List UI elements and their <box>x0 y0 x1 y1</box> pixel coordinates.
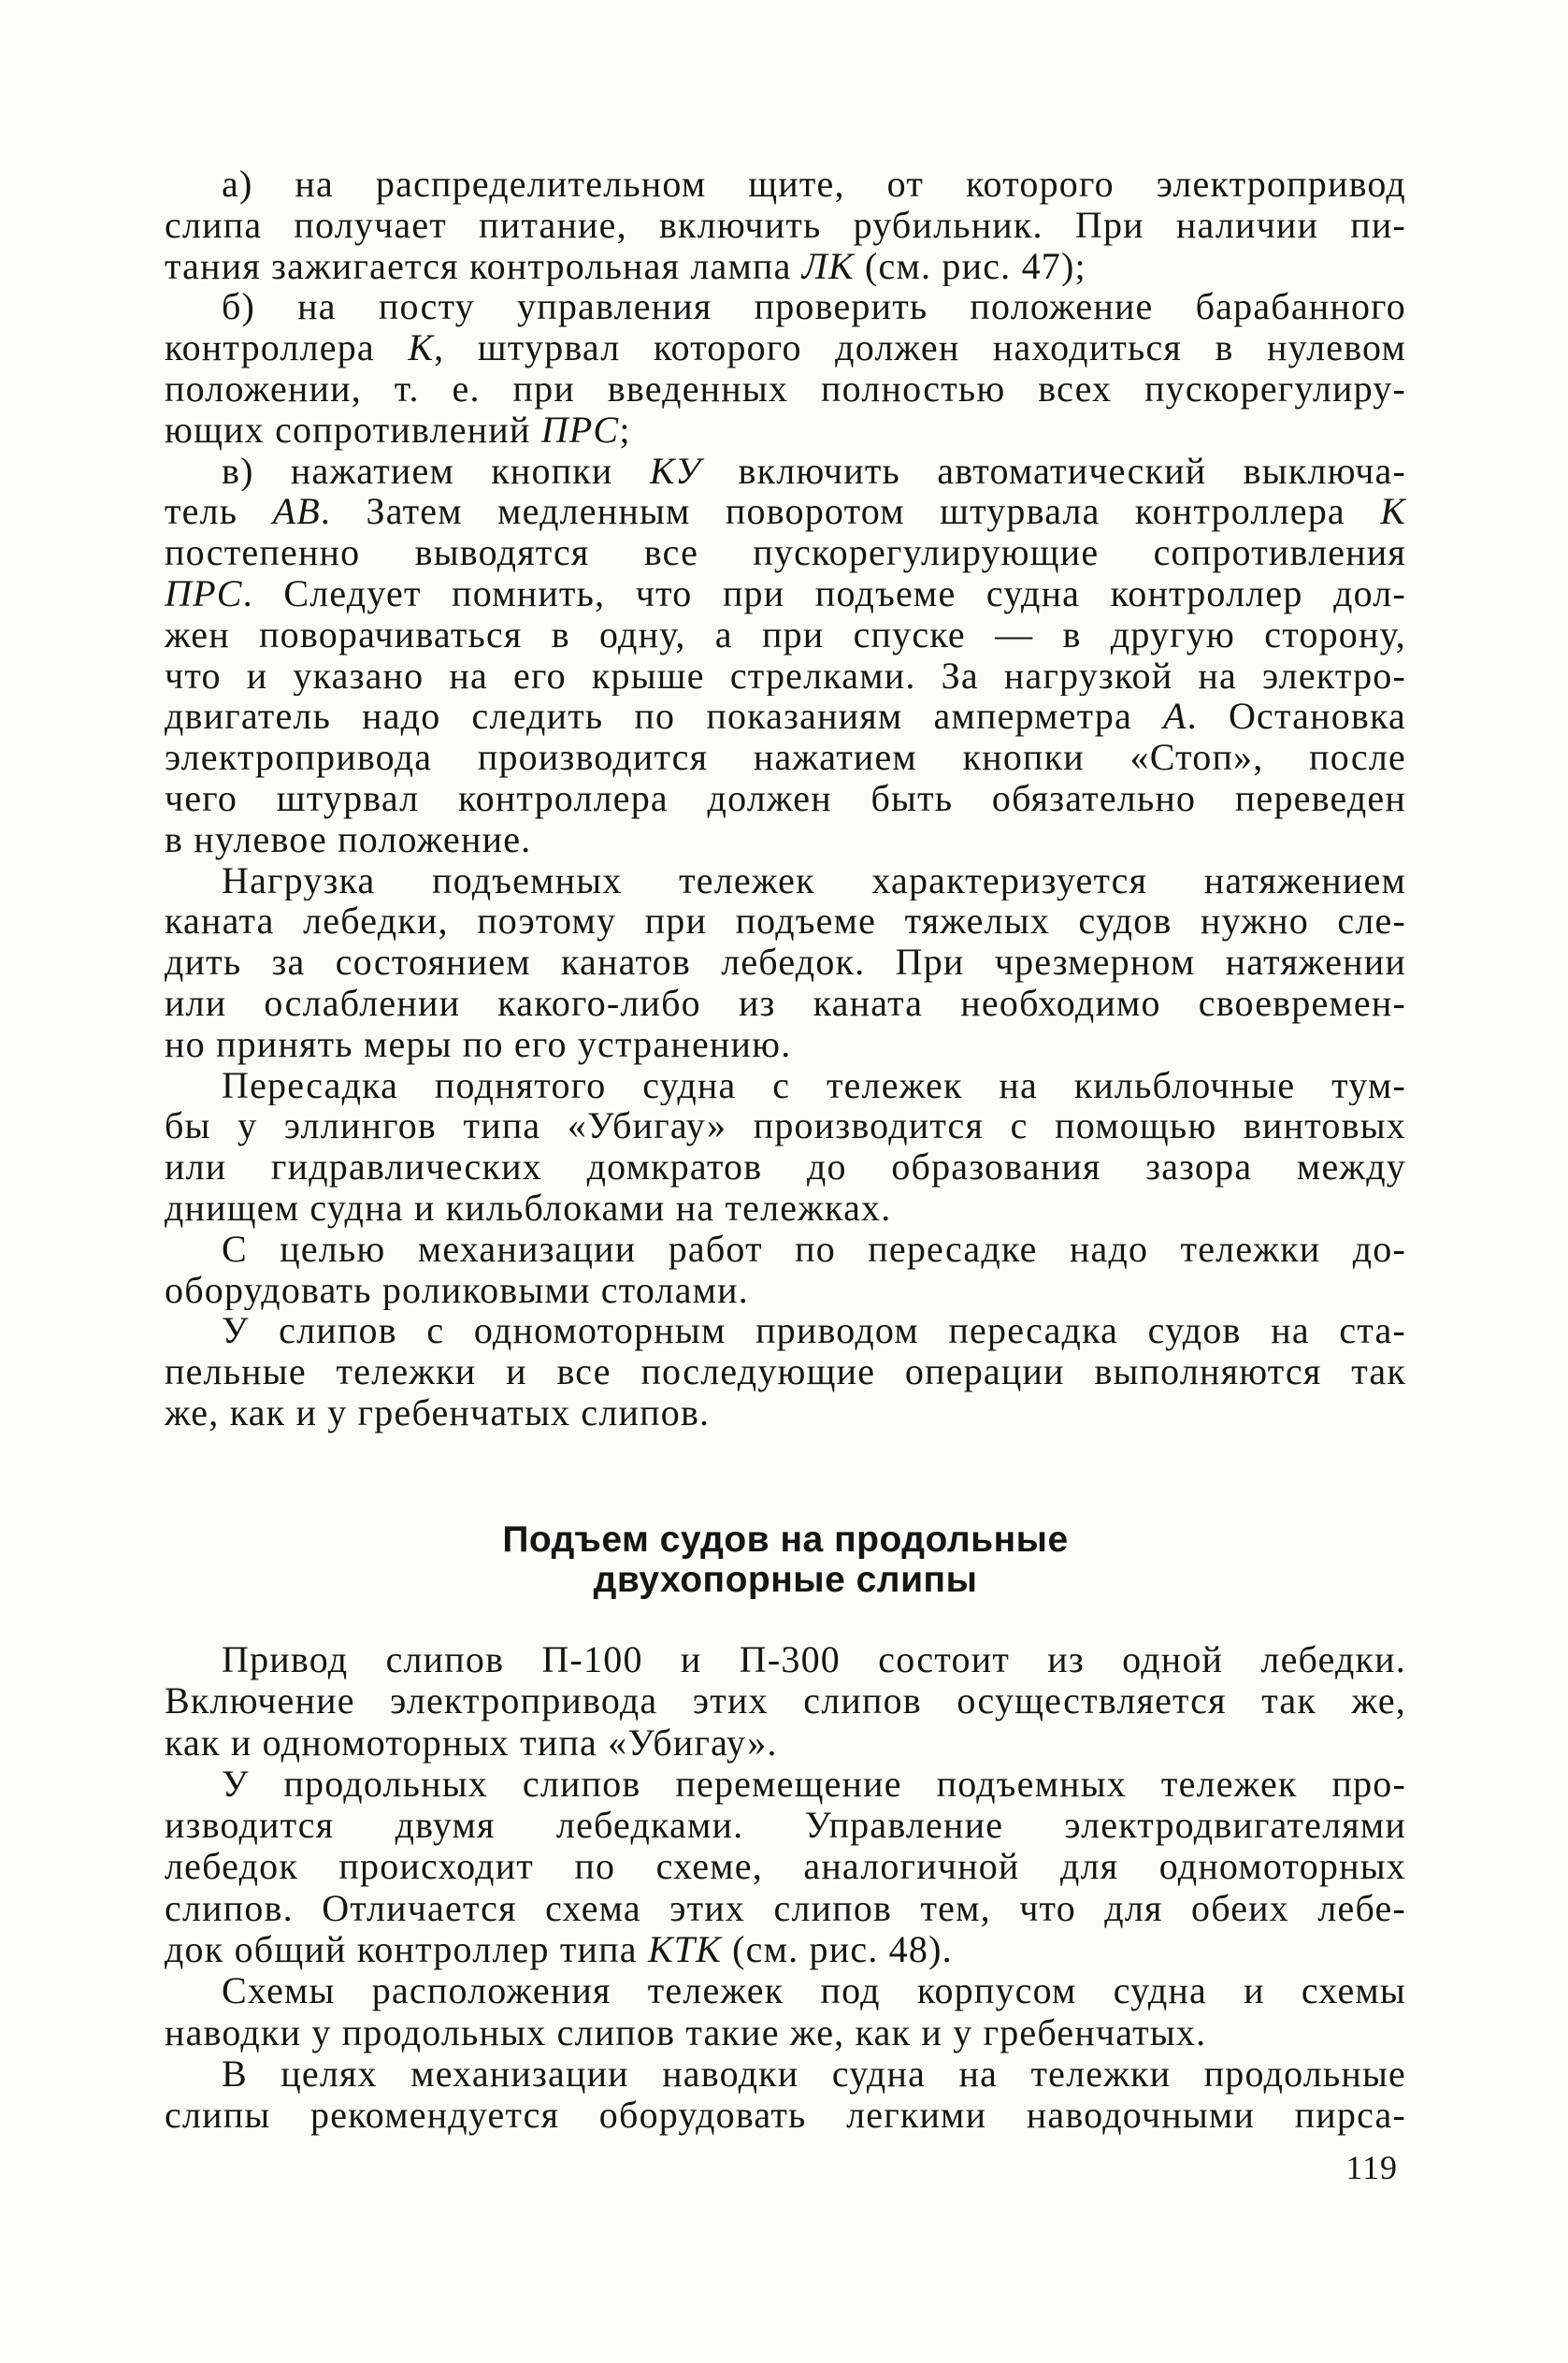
paragraph <box>165 2053 1406 2137</box>
text-line: но принять меры по его устранению. <box>165 1023 792 1065</box>
text-segment: тания зажигается контрольная лампа <box>165 245 802 287</box>
text-line: У продольных слипов перемещение подъемных тележек про- <box>222 1763 1406 1805</box>
text-line: положении, т. е. при введенных полностью всех пускорегулиру- <box>165 367 1406 410</box>
text-line: жен поворачиваться в одну, а при спуске — в другую сторону, <box>165 613 1406 656</box>
paragraph <box>165 286 1406 450</box>
text-line: что и указано на его крыше стрелками. За нагрузкой на электро- <box>165 655 1406 697</box>
text-segment: двигатель надо следить по показаниям амперметра <box>165 696 1164 738</box>
symbol-label: КТК <box>647 1929 722 1971</box>
text-line: Пересадка поднятого судна с тележек на кильблочные тум- <box>222 1064 1406 1106</box>
text-line: же, как и у гребенчатых слипов. <box>165 1391 711 1434</box>
body-text-bottom <box>165 1639 1406 2137</box>
text-line: а) на распределительном щите, от которого электропривод <box>222 164 1406 205</box>
text-line <box>165 410 1406 451</box>
text-line: в нулевое положение. <box>165 818 532 860</box>
paragraph <box>165 860 1406 1065</box>
text-line: б) на посту управления проверить положение барабанного <box>222 286 1406 328</box>
text-line: каната лебедки, поэтому при подъеме тяжелых судов нужно сле- <box>165 901 1406 943</box>
text-line: днищем судна и кильблоками на тележках. <box>165 1187 892 1229</box>
symbol-label: А <box>1163 696 1187 738</box>
text-line: бы у эллингов типа «Убигау» производится с помощью винтовых <box>165 1105 1406 1147</box>
text-segment: (см. рис. 47); <box>854 245 1086 287</box>
text-line: лебедок происходит по схеме, аналогичной для одномоторных <box>165 1846 1406 1888</box>
text-line: как и одномоторных типа «Убигау». <box>165 1722 778 1764</box>
text-segment: ющих сопротивлений <box>165 409 541 451</box>
paragraph <box>165 1310 1406 1433</box>
text-line: постепенно выводятся все пускорегулирующие сопротивления <box>165 532 1406 573</box>
text-line: У слипов с одномоторным приводом пересадка судов на ста- <box>222 1310 1406 1352</box>
text-line: В целях механизации наводки судна на тележки продольные <box>222 2053 1406 2095</box>
text-segment: (см. рис. 48). <box>721 1929 953 1971</box>
text-line: пельные тележки и все последующие операции выполняются так <box>165 1351 1406 1392</box>
text-line: чего штурвал контроллера должен быть обязательно переведен <box>165 777 1406 819</box>
section-heading-line: двухопорные слипы <box>593 1560 978 1600</box>
text-line <box>165 696 1406 737</box>
symbol-label: ЛК <box>801 245 855 287</box>
text-line: Включение электропривода этих слипов осуществляется так же, <box>165 1680 1406 1722</box>
text-line: оборудовать роликовыми столами. <box>165 1269 749 1311</box>
section-heading-line: Подъем судов на продольные <box>502 1520 1069 1560</box>
text-segment: . Следует помнить, что при подъеме судна контроллер дол- <box>242 572 1406 614</box>
text-segment: включить автоматический выключа- <box>701 450 1406 492</box>
symbol-label: К <box>1380 491 1406 533</box>
text-line: изводится двумя лебедками. Управление электродвигателями <box>165 1805 1406 1847</box>
text-line: электропривода производится нажатием кнопки «Стоп», после <box>165 737 1406 778</box>
text-segment: в) нажатием кнопки <box>222 450 650 492</box>
text-line <box>165 491 1406 532</box>
text-segment: . Затем медленным поворотом штурвала контроллера <box>320 491 1381 533</box>
text-line: наводки у продольных слипов такие же, как и у гребенчатых. <box>165 2011 1207 2053</box>
section-heading <box>165 1520 1406 1600</box>
text-line <box>165 327 1406 368</box>
text-segment: , штурвал которого должен находиться в нулевом <box>434 327 1406 368</box>
text-line <box>165 246 1406 287</box>
page-number: 119 <box>1345 2149 1398 2186</box>
paragraph <box>165 1970 1406 2053</box>
paragraph <box>165 1639 1406 1764</box>
paragraph <box>165 1065 1406 1229</box>
text-line: или гидравлических домкратов до образования зазора между <box>165 1146 1406 1188</box>
paragraph <box>165 451 1406 860</box>
text-line: дить за состоянием канатов лебедок. При чрезмерном натяжении <box>165 942 1406 983</box>
text-line: Схемы расположения тележек под корпусом судна и схемы <box>222 1970 1406 2012</box>
text-line: или ослаблении какого-либо из каната необходимо своевремен- <box>165 982 1406 1024</box>
symbol-label: КУ <box>649 450 702 492</box>
paragraph <box>165 164 1406 286</box>
paragraph <box>165 1764 1406 1970</box>
text-line: слипа получает питание, включить рубильник. При наличии пи- <box>165 204 1406 246</box>
text-segment: тель <box>165 491 273 533</box>
text-segment: контроллера <box>165 327 409 368</box>
paragraph <box>165 1229 1406 1311</box>
text-line: С целью механизации работ по пересадке надо тележки до- <box>222 1228 1406 1270</box>
text-line: слипы рекомендуется оборудовать легкими наводочными пирса- <box>165 2095 1406 2137</box>
text-line: Нагрузка подъемных тележек характеризуется натяжением <box>222 859 1406 901</box>
body-text-top <box>165 164 1406 1434</box>
text-line <box>165 451 1406 492</box>
text-segment: ; <box>619 409 631 451</box>
symbol-label: ПРС <box>165 572 243 614</box>
text-line <box>165 1929 1406 1970</box>
text-line <box>165 573 1406 614</box>
symbol-label: К <box>408 327 435 368</box>
text-line: слипов. Отличается схема этих слипов тем, что для обеих лебе- <box>165 1887 1406 1929</box>
symbol-label: ПРС <box>540 409 620 451</box>
text-segment: . Остановка <box>1187 696 1406 738</box>
symbol-label: АВ <box>272 491 321 533</box>
text-line: Привод слипов П-100 и П-300 состоит из одной лебедки. <box>222 1639 1406 1680</box>
text-segment: док общий контроллер типа <box>165 1929 648 1971</box>
